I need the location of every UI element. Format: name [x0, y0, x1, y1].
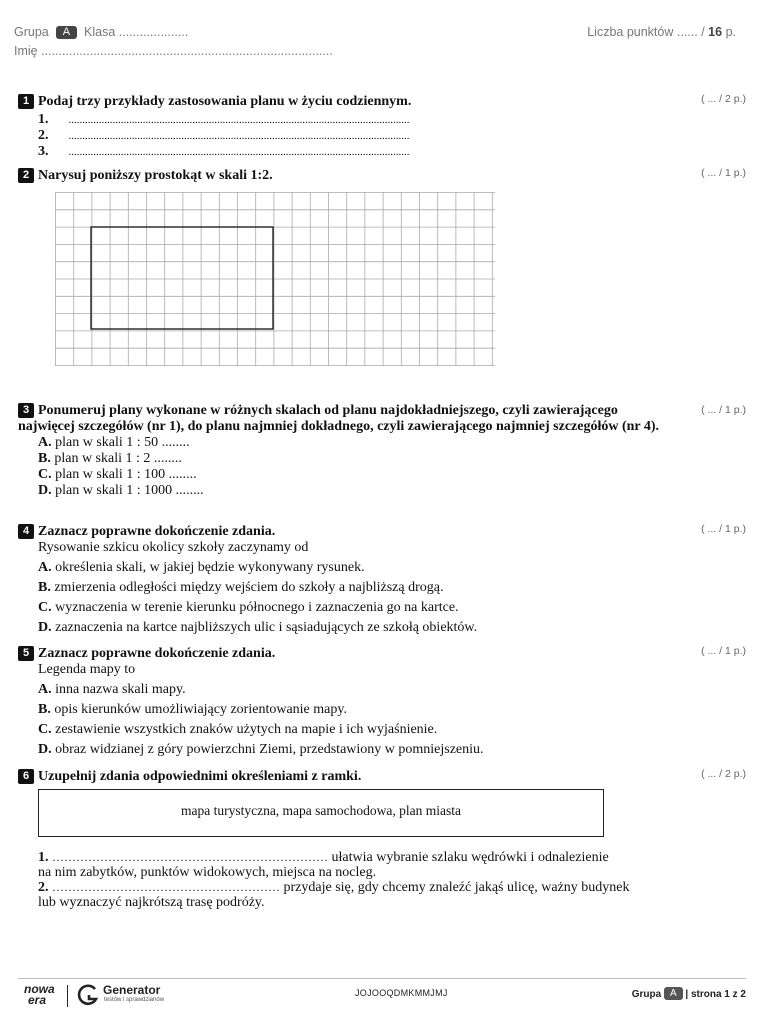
question-title: Podaj trzy przykłady zastosowania planu w życiu codziennym.: [38, 94, 412, 109]
question-2: [18, 166, 748, 184]
header-name: Imię ....................................................................................: [14, 44, 333, 58]
option-b: B. plan w skali 1 : 2 ........: [38, 451, 182, 466]
question-number: 1: [18, 94, 34, 109]
document-code: JOJOOQDMKMMJMJ: [355, 988, 448, 998]
points-q2: ( ... / 1 p.): [701, 167, 746, 179]
question-title: Narysuj poniższy prostokąt w skali 1:2.: [38, 168, 273, 183]
fill-sentences: 1. …………………………………………………………… ułatwia wybranie szlaku wędrówki i odnalezienie na nim zabytków, punktów widokowych, miejsca na nocleg. 2. ………………………………………………… przydaje się, gdy chcemy znaleźć jakąś ulicę, ważny budynek lub wyznaczyć najkrótszą trasę podróży.: [38, 850, 698, 910]
nowa-era-logo: nowa era: [24, 982, 55, 1007]
footer: nowa era Generator testów i sprawdzianów JOJOOQDMKMMJMJ Grupa A | strona 1 z 2: [18, 978, 746, 1025]
question-stem: Legenda mapy to: [38, 662, 136, 677]
question-title: Zaznacz poprawne dokończenie zdania.: [38, 524, 276, 539]
question-title: Uzupełnij zdania odpowiednimi określeniami z ramki.: [38, 769, 362, 784]
option-a[interactable]: A. określenia skali, w jakiej będzie wykonywany rysunek.: [38, 560, 365, 575]
question-stem: Rysowanie szkicu okolicy szkoły zaczynamy od: [38, 540, 309, 555]
points-q4: ( ... / 1 p.): [701, 523, 746, 535]
answer-line[interactable]: 3. ............................................................................................................................: [38, 144, 410, 159]
word-box: mapa turystyczna, mapa samochodowa, plan miasta: [38, 789, 604, 837]
question-title: Zaznacz poprawne dokończenie zdania.: [38, 646, 276, 661]
points-q6: ( ... / 2 p.): [701, 768, 746, 780]
option-b[interactable]: B. opis kierunków umożliwiający zorientowanie mapy.: [38, 702, 347, 717]
option-a[interactable]: A. inna nazwa skali mapy.: [38, 682, 186, 697]
option-a: A. plan w skali 1 : 50 ........: [38, 435, 190, 450]
option-d[interactable]: D. zaznaczenia na kartce najbliższych ulic i sąsiadujących ze szkołą obiektów.: [38, 620, 478, 635]
question-3: [18, 403, 668, 499]
group-badge: A: [56, 26, 77, 39]
generator-logo-icon: [76, 983, 100, 1007]
question-number: 5: [18, 646, 34, 661]
question-number: 4: [18, 524, 34, 539]
question-5: [18, 644, 748, 760]
question-4: [18, 522, 748, 638]
question-number: 3: [18, 403, 34, 418]
question-number: 6: [18, 769, 34, 784]
option-c[interactable]: C. zestawienie wszystkich znaków użytych na mapie i ich wyjaśnienie.: [38, 722, 438, 737]
question-1: [18, 92, 748, 160]
answer-line[interactable]: 1. ............................................................................................................................: [38, 112, 410, 127]
header-group: Grupa A Klasa ....................: [14, 25, 189, 39]
question-number: 2: [18, 168, 34, 183]
points-q1: ( ... / 2 p.): [701, 93, 746, 105]
option-d[interactable]: D. obraz widzianej z góry powierzchni Ziemi, przedstawiony w pomniejszeniu.: [38, 742, 484, 757]
answer-line[interactable]: 2. ............................................................................................................................: [38, 128, 410, 143]
sentence-1[interactable]: 1. …………………………………………………………… ułatwia wybranie szlaku wędrówki i odnalezienie: [38, 850, 609, 865]
option-c[interactable]: C. wyznaczenia w terenie kierunku północnego i zaznaczenia go na kartce.: [38, 600, 459, 615]
question-title: Ponumeruj plany wykonane w różnych skalach od planu najdokładniejszego, czyli zawierającego najwięcej szczegółów (nr 1), do planu najmniej dokładnego, czyli zawierającego najmniej szczegółów (nr 4).: [18, 403, 660, 434]
sentence-2[interactable]: 2. ………………………………………………… przydaje się, gdy chcemy znaleźć jakąś ulicę, ważny budynek: [38, 880, 630, 895]
points-q5: ( ... / 1 p.): [701, 645, 746, 657]
points-q3: ( ... / 1 p.): [701, 404, 746, 416]
option-d: D. plan w skali 1 : 1000 ........: [38, 483, 204, 498]
option-c: C. plan w skali 1 : 100 ........: [38, 467, 197, 482]
header-points: Liczba punktów ...... / 16 p.: [587, 25, 736, 39]
question-6: [18, 767, 748, 785]
option-b[interactable]: B. zmierzenia odległości między wejściem do szkoły a najbliższą drogą.: [38, 580, 444, 595]
drawing-grid[interactable]: [55, 192, 496, 367]
footer-page-info: Grupa A | strona 1 z 2: [631, 988, 746, 1000]
